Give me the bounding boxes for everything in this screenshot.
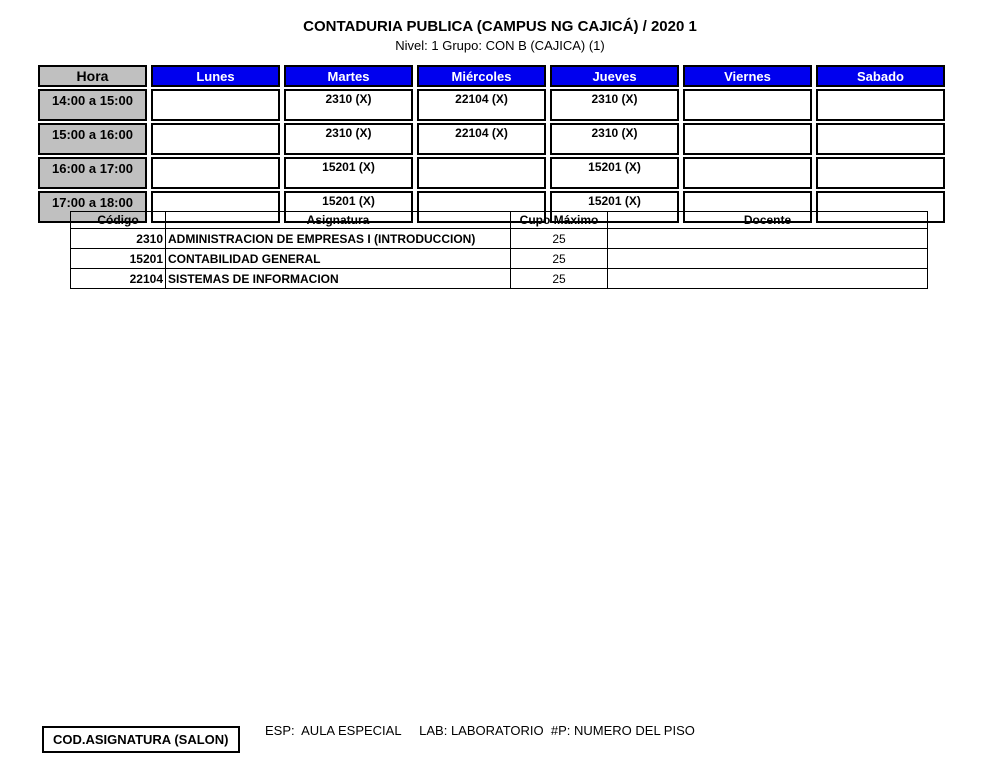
schedule-slot: 2310 (X): [550, 123, 679, 155]
courses-table: [70, 211, 928, 289]
schedule-slot: 15201 (X): [550, 157, 679, 189]
header-cupo-maximo: Cupo Máximo: [511, 212, 608, 229]
schedule-slot: [151, 157, 280, 189]
course-code-cell: 2310: [71, 229, 166, 249]
schedule-slot: [683, 123, 812, 155]
course-name-cell: CONTABILIDAD GENERAL: [166, 249, 511, 269]
day-header-jueves: Jueves: [550, 65, 679, 87]
page-subtitle: Nivel: 1 Grupo: CON B (CAJICA) (1): [395, 38, 605, 53]
schedule-header-row: [38, 65, 945, 87]
course-code-cell: 15201: [71, 249, 166, 269]
hora-header-cell: Hora: [38, 65, 147, 87]
day-header-sabado: Sabado: [816, 65, 945, 87]
day-header-lunes: Lunes: [151, 65, 280, 87]
schedule-row: [38, 157, 945, 189]
schedule-slot: 2310 (X): [550, 89, 679, 121]
course-cupo-cell: 25: [511, 269, 608, 289]
schedule-slot: [816, 123, 945, 155]
schedule-slot: 2310 (X): [284, 123, 413, 155]
header-asignatura: Asignatura: [166, 212, 511, 229]
schedule-slot: 15201 (X): [550, 191, 679, 223]
salon-code-box: COD.ASIGNATURA (SALON): [42, 726, 240, 753]
schedule-slot: [816, 157, 945, 189]
legend-text: ESP: AULA ESPECIAL LAB: LABORATORIO #P: NUMERO DEL PISO: [265, 723, 695, 738]
schedule-table: [34, 63, 949, 225]
page-title: CONTADURIA PUBLICA (CAMPUS NG CAJICÁ) / 2020 1: [303, 18, 697, 35]
schedule-slot: 2310 (X): [284, 89, 413, 121]
time-cell: 14:00 a 15:00: [38, 89, 147, 121]
course-row: [71, 269, 928, 289]
course-row: [71, 249, 928, 269]
schedule-slot: [151, 123, 280, 155]
time-cell: 17:00 a 18:00: [38, 191, 147, 223]
schedule-slot: [417, 157, 546, 189]
courses-header-row: [71, 212, 928, 229]
schedule-slot: [151, 89, 280, 121]
schedule-slot: [816, 89, 945, 121]
course-cupo-cell: 25: [511, 229, 608, 249]
course-name-cell: ADMINISTRACION DE EMPRESAS I (INTRODUCCION): [166, 229, 511, 249]
course-code-cell: 22104: [71, 269, 166, 289]
course-docente-cell: [608, 249, 928, 269]
course-row: [71, 229, 928, 249]
schedule-slot: 15201 (X): [284, 191, 413, 223]
course-docente-cell: [608, 229, 928, 249]
schedule-slot: [683, 157, 812, 189]
header-docente: Docente: [608, 212, 928, 229]
day-header-viernes: Viernes: [683, 65, 812, 87]
day-header-miercoles: Miércoles: [417, 65, 546, 87]
schedule-slot: [683, 89, 812, 121]
course-cupo-cell: 25: [511, 249, 608, 269]
day-header-martes: Martes: [284, 65, 413, 87]
time-cell: 16:00 a 17:00: [38, 157, 147, 189]
time-cell: 15:00 a 16:00: [38, 123, 147, 155]
course-name-cell: SISTEMAS DE INFORMACION: [166, 269, 511, 289]
schedule-row: [38, 89, 945, 121]
schedule-slot: 22104 (X): [417, 123, 546, 155]
schedule-slot: 22104 (X): [417, 89, 546, 121]
schedule-slot: 15201 (X): [284, 157, 413, 189]
schedule-row: [38, 123, 945, 155]
course-docente-cell: [608, 269, 928, 289]
header-codigo: Código: [71, 212, 166, 229]
